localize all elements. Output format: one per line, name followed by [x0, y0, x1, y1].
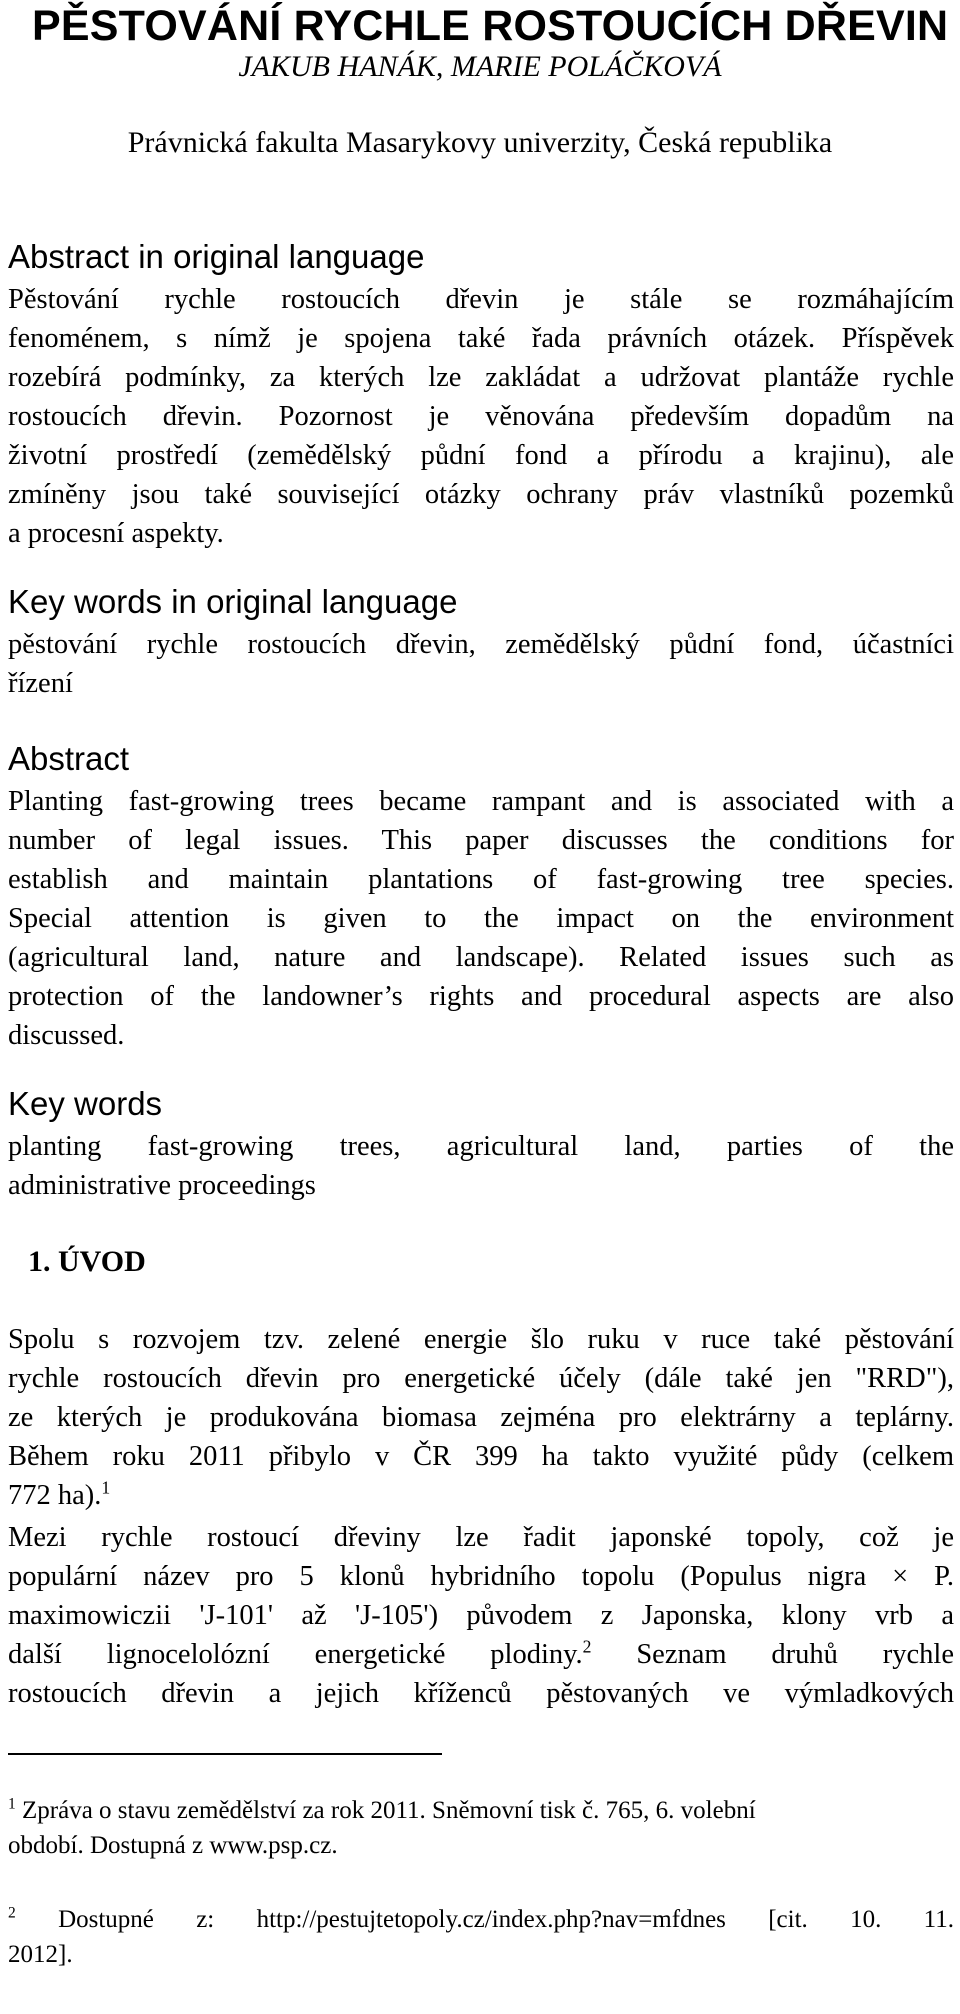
footnote-2: [8, 1902, 954, 1972]
footnote-ref: 2: [582, 1636, 592, 1657]
paper-affiliation: Právnická fakulta Masarykovy univerzity, Česká republika: [127, 126, 833, 159]
keywords-en-heading: Key words: [8, 1085, 163, 1122]
text-line: a procesní aspekty.: [8, 518, 224, 549]
text-line: (agricultural land, nature and landscape). Related issues such as: [8, 942, 954, 973]
text-line: Spolu s rozvojem tzv. zelené energie šlo ruku v ruce také pěstování: [8, 1324, 954, 1355]
text-line: [8, 1793, 954, 1828]
text-line: discussed.: [8, 1020, 125, 1051]
text-line: rostoucích dřevin. Pozornost je věnována především dopadům na: [8, 401, 954, 432]
text-line: fenoménem, s nímž je spojena také řada právních otázek. Příspěvek: [8, 323, 954, 354]
footnote-separator: [8, 1753, 442, 1755]
footnote-ref: 1: [101, 1477, 111, 1498]
text-line: Special attention is given to the impact on the environment: [8, 903, 954, 934]
text-line: zmíněny jsou také související otázky ochrany práv vlastníků pozemků: [8, 479, 954, 510]
keywords-cz-text: [8, 625, 954, 703]
paper-authors: JAKUB HANÁK, MARIE POLÁČKOVÁ: [238, 50, 722, 83]
text-line: [8, 1902, 954, 1937]
section-heading-intro: 1. ÚVOD: [28, 1245, 146, 1278]
line-text: další lignocelolózní energetické plodiny.: [8, 1639, 583, 1670]
text-line: rozebírá podmínky, za kterých lze zakládat a udržovat plantáže rychle: [8, 362, 954, 393]
line-text: 772 ha).: [8, 1480, 102, 1511]
text-line: rostoucích dřevin a jejich kříženců pěstovaných ve výmladkových: [8, 1678, 954, 1709]
text-line: životní prostředí (zemědělský půdní fond a přírodu a krajinu), ale: [8, 440, 954, 471]
text-line: number of legal issues. This paper discusses the conditions for: [8, 825, 954, 856]
keywords-cz-heading: Key words in original language: [8, 583, 458, 620]
abstract-en-heading: Abstract: [8, 740, 130, 777]
text-line: populární název pro 5 klonů hybridního topolu (Populus nigra × P.: [8, 1561, 954, 1592]
text-line: Planting fast-growing trees became rampant and is associated with a: [8, 786, 954, 817]
footnote-number: 1: [8, 1795, 16, 1813]
abstract-cz-heading: Abstract in original language: [8, 238, 425, 275]
abstract-cz-text: [8, 280, 954, 553]
text-line: maximowiczii 'J-101' až 'J-105') původem z Japonska, klony vrb a: [8, 1600, 954, 1631]
paper-title: PĚSTOVÁNÍ RYCHLE ROSTOUCÍCH DŘEVIN: [32, 2, 949, 50]
text-line: administrative proceedings: [8, 1170, 316, 1201]
keywords-en-text: [8, 1127, 954, 1205]
text-line: Během roku 2011 přibylo v ČR 399 ha takto využité půdy (celkem: [8, 1441, 954, 1472]
abstract-en-text: [8, 782, 954, 1055]
footnote-number: 2: [8, 1904, 16, 1922]
line-text: Dostupné z: http://pestujtetopoly.cz/index.php?nav=mfdnes [cit. 10. 11.: [15, 1906, 954, 1933]
text-line: Mezi rychle rostoucí dřeviny lze řadit japonské topoly, což je: [8, 1522, 954, 1553]
text-line: 2012].: [8, 1941, 73, 1968]
text-line: ze kterých je produkována biomasa zejména pro elektrárny a teplárny.: [8, 1402, 954, 1433]
line-text: Zpráva o stavu zemědělství za rok 2011. Sněmovní tisk č. 765, 6. volební: [15, 1797, 756, 1824]
text-line: planting fast-growing trees, agricultural land, parties of the: [8, 1131, 954, 1162]
footnote-1: [8, 1793, 954, 1863]
text-line: [8, 1635, 954, 1674]
text-line: rychle rostoucích dřevin pro energetické účely (dále také jen "RRD"),: [8, 1363, 954, 1394]
text-line: Pěstování rychle rostoucích dřevin je stále se rozmáhajícím: [8, 284, 954, 315]
text-line: establish and maintain plantations of fast-growing tree species.: [8, 864, 954, 895]
line-text: Seznam druhů rychle: [591, 1639, 954, 1670]
text-line: pěstování rychle rostoucích dřevin, zemědělský půdní fond, účastníci: [8, 629, 954, 660]
text-line: [8, 1476, 954, 1515]
text-line: protection of the landowner’s rights and procedural aspects are also: [8, 981, 954, 1012]
intro-paragraph-1: [8, 1320, 954, 1515]
text-line: řízení: [8, 668, 73, 699]
intro-paragraph-2: [8, 1518, 954, 1713]
text-line: období. Dostupná z www.psp.cz.: [8, 1832, 338, 1859]
